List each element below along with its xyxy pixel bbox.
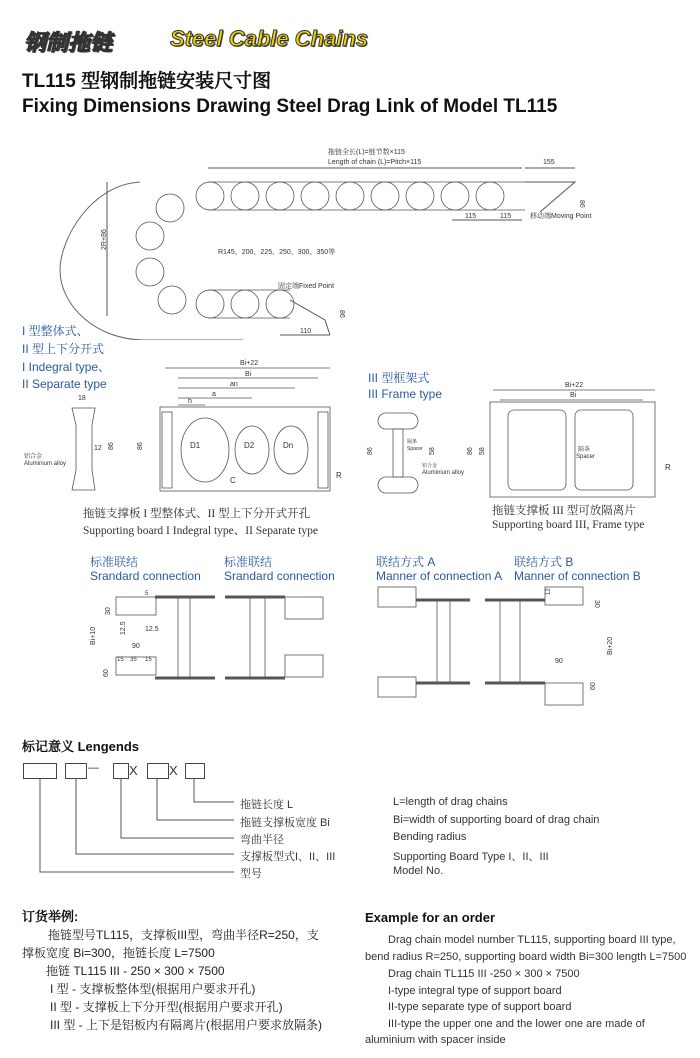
dim-35: 35 [130,657,137,663]
dim-15-b: 15 [145,657,152,663]
label-r: R [336,471,342,480]
order-cn-line-5: III 型 - 上下是铝板内有隔离片(根据用户要求放隔条) [50,1018,322,1032]
legend-cn-0: 拖链长度 L [240,799,294,811]
chain-link [136,258,164,286]
board-type3-drawing [360,375,680,505]
dim-86-board: 86 [137,442,144,450]
dim-86: 86 [108,442,115,450]
dim3-r: R [665,463,671,472]
frame-board [490,402,655,497]
order-cn-line-3: I 型 - 支撑板整体型(根据用户要求开孔) [50,982,256,996]
legend-en-3: Supporting Board Type I、II、III [393,851,549,863]
hole-d1 [181,418,229,482]
legend-cn-2: 弯曲半径 [240,834,284,846]
dim-30-b: 30 [593,600,600,608]
dim-a: a [212,391,216,398]
code-sep-dash: — [88,762,99,774]
board3-caption-en: Supporting board III, Frame type [492,519,645,531]
chain-link [266,290,294,318]
dim-an: an [230,381,238,388]
type-label-1: I 型整体式、 [22,324,89,338]
dim-18: 18 [78,395,86,402]
conn1-cn: 标准联结 [90,555,139,569]
code-box-width [147,763,169,779]
legend-cn-1: 拖链支撑板宽度 Bi [240,817,330,829]
dim-110: 110 [300,328,312,335]
conn4-cn: 联结方式 B [514,555,574,569]
board1-caption-cn: 拖链支撑板 I 型整体式、II 型上下分开式开孔 [83,508,311,520]
label-c: C [230,476,236,485]
legend-title: 标记意义 Lengends [22,739,140,754]
order-cn-title: 订货举例: [22,909,79,924]
header-title-en: Steel Cable Chains [170,26,369,51]
chain-link [301,182,329,210]
order-en-line-6: aluminium with spacer inside [365,1034,506,1046]
chain-link [336,182,364,210]
order-cn-line-4: II 型 - 支撑板上下分开型(根据用户要求开孔) [50,1000,283,1014]
code-box-length [185,763,205,779]
dim-90-b: 90 [555,658,563,665]
legend-en-2: Bending radius [393,831,467,843]
page-title-cn: TL115 型钢制拖链安装尺寸图 [22,71,272,92]
type-label-4: II Separate type [22,377,107,391]
dim-h: h [188,398,192,405]
spacer-label-cn: 隔条 [407,439,418,445]
dim3-86-frame: 86 [467,447,474,455]
legend-en-1: Bi=width of supporting board of drag chain [393,814,600,826]
order-en-line-1: bend radius R=250, supporting board width Bi=300 length L=7500 [365,951,687,963]
dim-12: 12 [94,445,102,452]
dim3-86: 86 [367,447,374,455]
order-en-line-3: I-type integral type of support board [388,985,562,997]
board-type1-drawing [0,350,360,510]
alloy3-label-en: Aluminium alloy [422,470,465,476]
conn2-en: Srandard connection [224,569,335,583]
fixed-point-label: 固定端Fixed Point [278,283,335,290]
connection-drawings [0,585,700,715]
dim-12-b: 12 [546,588,552,595]
chain-link [441,182,469,210]
chain-link [266,182,294,210]
label-d2: D2 [244,441,255,450]
conn3-en: Manner of connection A [376,569,503,583]
chain-link [231,182,259,210]
frame-spacer-en: Spacer [576,454,596,460]
dim-60: 60 [103,669,110,677]
board3-caption-cn: 拖链支撑板 III 型可放隔离片 [492,505,636,517]
header-title-cn: 钢制拖链 [24,30,113,55]
dim-bi22: Bi+22 [240,360,259,367]
label-dn: Dn [283,441,294,450]
dim-bi20: Bi+20 [607,636,614,655]
order-en-line-5: III-type the upper one and the lower one are made of [388,1018,645,1030]
code-box-model [23,763,57,779]
chain-link [406,182,434,210]
side-profile [72,408,95,490]
page-title-en: Fixing Dimensions Drawing Steel Drag Link of Model TL115 [22,96,558,117]
bend-outline [60,182,243,340]
dim-60-b: 60 [590,682,597,690]
legend-en-4: Model No. [393,865,444,877]
chain-link [196,182,224,210]
chain-link [196,290,224,318]
chain-link [156,194,184,222]
label-d1: D1 [190,441,201,450]
type3-label-cn: III 型框架式 [368,371,430,385]
dim3-58-frame: 58 [479,447,486,455]
alloy-label-en: Aluminium alloy [24,461,67,467]
dim-bi10: Bi+10 [90,626,97,645]
order-cn-body [22,926,357,1034]
chain-installation-drawing [0,140,700,340]
order-en-title: Example for an order [365,910,496,925]
chain-link [231,290,259,318]
hole-dn [274,426,308,474]
code-box-radius [113,763,129,779]
code-sep-x2: X [169,763,178,778]
dim-155: 155 [543,159,555,166]
conn4-en: Manner of connection B [514,569,641,583]
chain-link [371,182,399,210]
legend-en-0: L=length of drag chains [393,796,508,808]
dim3-bi22: Bi+22 [565,382,584,389]
board1-caption-en: Supporting board I Indegral type、II Separate type [83,525,319,537]
order-en-line-4: II-type separate type of support board [388,1001,572,1013]
length-label-cn: 拖链全长(L)=链节数×115 [328,149,405,156]
dim-bi: Bi [245,371,252,378]
hole-d2 [235,426,269,474]
i-beam-profile [393,429,403,477]
dim-5: 5 [145,591,149,597]
type3-label-en: III Frame type [368,387,443,401]
alloy-label-cn: 铝合金 [24,454,43,460]
code-box-type [65,763,87,779]
chain-link [158,286,186,314]
chain-link [136,222,164,250]
radius-label: R145、200、225、250、300、350等 [218,249,336,256]
chain-link [476,182,504,210]
dim-86-fixed: 86 [338,310,345,318]
dim-115-a: 115 [465,213,477,220]
order-en-line-2: Drag chain TL115 III -250 × 300 × 7500 [388,968,580,980]
moving-point-label: 移动端Moving Point [530,213,592,220]
order-cn-line-0: 拖链型号TL115，支撑板III型，弯曲半径R=250，支 [48,928,319,942]
height-label: 2R+86 [101,229,108,250]
legend-cn-4: 型号 [240,868,262,880]
order-en-line-0: Drag chain model number TL115, supporting board III type, [388,934,676,946]
moving-end-bracket [525,182,575,212]
length-label-en: Length of chain (L)=Pitch×115 [328,159,422,166]
spacer-label-en: Spacer [407,446,423,452]
order-cn-line-2: 拖链 TL115 III - 250 × 300 × 7500 [46,964,225,978]
dim3-bi: Bi [570,392,577,399]
code-sep-x1: X [129,763,138,778]
alloy3-label-cn: 铝合金 [422,463,438,469]
dim-12-5-a: 12.5 [120,621,127,635]
type-label-2: II 型上下分开式 [22,342,105,356]
dim-30: 30 [105,607,112,615]
legend-leader-lines [0,778,240,878]
dim-15-a: 15 [117,657,124,663]
type-label-3: I Indegral type、 [22,360,111,374]
conn3-cn: 联结方式 A [376,555,436,569]
legend-cn-3: 支撑板型式I、II、III [240,851,336,863]
conn1-en: Srandard connection [90,569,201,583]
conn2-cn: 标准联结 [224,555,273,569]
dim3-58: 58 [429,447,436,455]
dim-86-moving: 86 [578,200,585,208]
frame-spacer-cn: 隔条 [578,447,591,453]
dim-90: 90 [132,643,140,650]
dim-12-5-b: 12.5 [145,626,159,633]
dim-115-b: 115 [500,213,512,220]
order-cn-line-1: 撑板宽度 Bi=300，拖链长度 L=7500 [22,946,215,960]
